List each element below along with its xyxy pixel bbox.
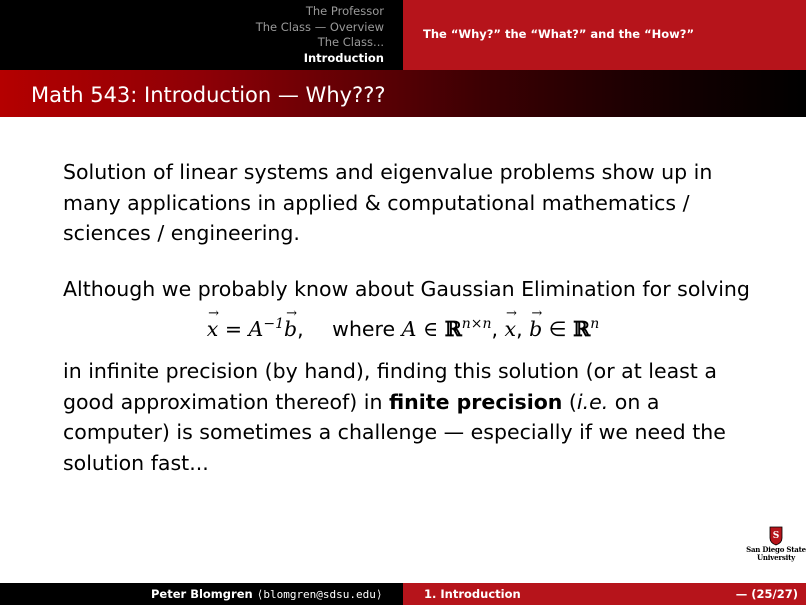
real-numbers-symbol-2: ℝ [573, 317, 591, 341]
sdsu-logo-icon [769, 526, 783, 546]
author-name: Peter Blomgren [151, 587, 253, 601]
page-number: — (25/27) [735, 587, 798, 601]
logo-text-line2: University [757, 553, 795, 562]
nav-item-class-overview[interactable]: The Class — Overview [255, 19, 384, 34]
author-email: ⟨blomgren@sdsu.edu⟩ [256, 588, 383, 601]
frame-title: Math 543: Introduction — Why??? [0, 70, 806, 117]
nav-item-professor[interactable]: The Professor [305, 4, 384, 18]
dimension-n: n [590, 316, 600, 333]
logo-text-line1: San Diego State [746, 545, 806, 554]
separator: , [491, 317, 505, 341]
a-in-set: A ∈ [401, 317, 445, 341]
university-logo [746, 526, 806, 566]
section-title[interactable]: The “Why?” the “What?” and the “How?” [403, 0, 806, 70]
element-of: ∈ [542, 317, 574, 341]
slide-content [63, 157, 763, 478]
paragraph-gaussian: Although we probably know about Gaussian Elimination for solving [63, 276, 750, 301]
vector-b-2: → b [529, 312, 542, 346]
vector-b: → b [284, 312, 297, 346]
nav-item-introduction[interactable]: Introduction [303, 50, 384, 65]
paragraph-finite-precision: in infinite precision (by hand), finding this solution (or at least a good approximation thereof) in finite precision (i.e. on a computer) is sometimes a challenge — especially if we need the solution fast... [63, 359, 726, 475]
footer-bar [0, 583, 806, 605]
footer-section-name[interactable]: 1. Introduction [424, 587, 521, 601]
footer-section [403, 583, 806, 605]
comma: , [516, 317, 530, 341]
paragraph-applications: Solution of linear systems and eigenvalue problems show up in many applications in applied & computational mathematics / sciences / engineering. [63, 160, 713, 245]
equals-sign: = [218, 317, 249, 341]
inverse-superscript: −1 [263, 316, 284, 333]
nav-item-class[interactable]: The Class... [317, 35, 384, 49]
where-text: where [332, 317, 396, 341]
svg-text:S: S [772, 531, 780, 541]
bold-finite-precision: finite precision [388, 389, 563, 414]
italic-ie: i.e. [576, 389, 609, 414]
vector-x-2: → x [505, 312, 517, 346]
vector-x: → x [207, 312, 219, 346]
navigation-panel [0, 0, 403, 70]
header-bar [0, 0, 806, 70]
matrix-a: A [248, 317, 264, 341]
real-numbers-symbol: ℝ [444, 317, 462, 341]
equation: → $x = A^{-1}\to b$, where A ∈ ℝ$^{n\times n}$, → x, → b ∈ ℝ$^n$ [63, 312, 763, 346]
footer-author [0, 583, 403, 605]
dimension-nxn: n×n [461, 316, 492, 333]
